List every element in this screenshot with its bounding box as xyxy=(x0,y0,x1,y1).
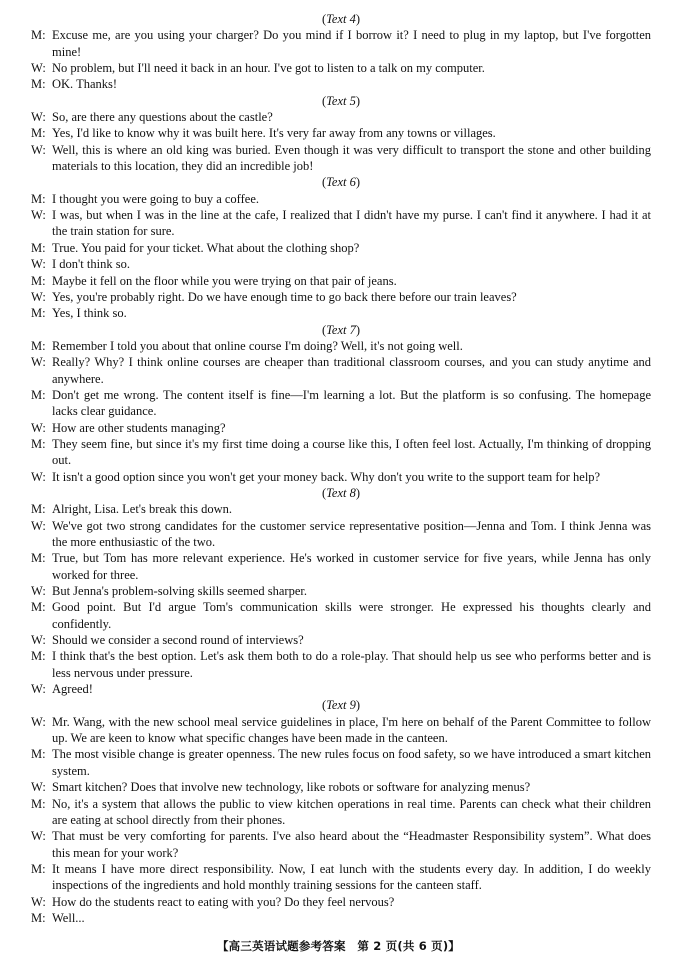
dialogue-text: The most visible change is greater openness. The new rules focus on food safety, so we have introduced a smart kitchen system. xyxy=(52,747,651,778)
dialogue-line xyxy=(31,207,651,240)
page-footer: 【高三英语试题参考答案 第 2 页(共 6 页)】 xyxy=(216,939,461,953)
dialogue-text: Yes, I'd like to know why it was built here. It's very far away from any towns or villages. xyxy=(52,126,496,141)
section-title: (Text 4) xyxy=(321,12,361,26)
dialogue-text: Well, this is where an old king was buried. Even though it was very difficult to transport the stone and other building materials to this location, they did an incredible job! xyxy=(52,142,651,174)
dialogue-line xyxy=(31,289,651,305)
speaker-label: W: xyxy=(31,420,46,435)
speaker-label: M: xyxy=(31,191,46,206)
speaker-label: M: xyxy=(31,600,46,615)
section-title: (Text 6) xyxy=(321,175,361,190)
dialogue-text: Good point. But I'd argue Tom's communication skills were stronger. He expressed his thoughts clearly and confidently. xyxy=(52,600,651,631)
dialogue-text: Maybe it fell on the floor while you were trying on that pair of jeans. xyxy=(52,273,397,288)
dialogue-text: Well... xyxy=(52,910,85,925)
dialogue-line xyxy=(31,648,651,681)
dialogue-line xyxy=(31,861,651,894)
speaker-label: M: xyxy=(31,502,46,517)
section-label: Text 8 xyxy=(326,485,356,500)
dialogue-line xyxy=(31,910,651,926)
dialogue-text: Yes, I think so. xyxy=(52,306,127,321)
speaker-label: W: xyxy=(31,208,46,223)
dialogue-line xyxy=(31,796,651,829)
dialogue-text: Don't get me wrong. The content itself is fine—I'm learning a lot. But the platform is so confusing. The homepage lacks clear guidance. xyxy=(52,387,651,419)
dialogue-line xyxy=(31,714,651,747)
dialogue-text: How do the students react to eating with you? Do they feel nervous? xyxy=(52,894,395,909)
speaker-label: M: xyxy=(31,649,46,664)
dialogue-line xyxy=(31,191,651,207)
section-label: Text 6 xyxy=(326,175,356,190)
dialogue-line xyxy=(31,779,651,795)
dialogue-text: Smart kitchen? Does that involve new technology, like robots or software for analyzing menus? xyxy=(52,780,531,795)
dialogue-text: That must be very comforting for parents. I've also heard about the “Headmaster Responsibility system”. What does this mean for your work? xyxy=(52,829,651,860)
dialogue-text: No problem, but I'll need it back in an hour. I've got to listen to a talk on my computer. xyxy=(52,61,485,76)
dialogue-text: They seem fine, but since it's my first time doing a course like this, I often feel lost. Actually, I'm thinking of dropping out. xyxy=(52,436,651,468)
dialogue-line xyxy=(31,142,651,175)
dialogue-text: Excuse me, are you using your charger? Do you mind if I borrow it? I need to plug in my laptop, but I've forgotten mine! xyxy=(52,28,651,59)
dialogue-text: Mr. Wang, with the new school meal service guidelines in place, I'm here on behalf of the Parent Committee to follow up. We are keen to know what specific changes have been made in the canteen. xyxy=(52,714,651,746)
dialogue-text: We've got two strong candidates for the customer service representative position—Jenna and Tom. I think Jenna was the more enthusiastic of the two. xyxy=(52,518,651,549)
speaker-label: M: xyxy=(31,28,46,43)
transcript-content xyxy=(31,11,651,926)
dialogue-text: I thought you were going to buy a coffee. xyxy=(52,191,260,206)
dialogue-line xyxy=(31,273,651,289)
speaker-label: M: xyxy=(31,747,46,762)
dialogue-text: No, it's a system that allows the public to view kitchen operations in real time. Parents can check what their children are eating at school directly from their phones. xyxy=(52,796,651,827)
speaker-label: W: xyxy=(31,633,46,648)
dialogue-text: How are other students managing? xyxy=(52,420,226,435)
dialogue-line xyxy=(31,518,651,551)
dialogue-text: I don't think so. xyxy=(52,257,130,272)
dialogue-text: Remember I told you about that online course I'm doing? Well, it's not going well. xyxy=(52,338,463,353)
dialogue-text: It means I have more direct responsibility. Now, I eat lunch with the students every day. In addition, I do weekly inspections of the ingredients and hold monthly training sessions for the canteen staff. xyxy=(52,861,651,893)
dialogue-line xyxy=(31,338,651,354)
dialogue-line xyxy=(31,305,651,321)
dialogue-line xyxy=(31,632,651,648)
dialogue-text: Yes, you're probably right. Do we have enough time to go back there before our train leaves? xyxy=(52,289,517,304)
speaker-label: W: xyxy=(31,110,46,125)
speaker-label: M: xyxy=(31,338,46,353)
dialogue-text: Alright, Lisa. Let's break this down. xyxy=(52,502,232,517)
speaker-label: M: xyxy=(31,126,46,141)
speaker-label: W: xyxy=(31,469,46,484)
section-label: Text 4 xyxy=(326,12,356,26)
dialogue-text: It isn't a good option since you won't get your money back. Why don't you write to the support team for help? xyxy=(52,469,601,484)
speaker-label: W: xyxy=(31,714,46,729)
dialogue-text: I was, but when I was in the line at the cafe, I realized that I didn't have my purse. I can't find it anywhere. I had it at the train station for sure. xyxy=(52,208,651,239)
dialogue-text: So, are there any questions about the castle? xyxy=(52,110,273,125)
speaker-label: W: xyxy=(31,61,46,76)
speaker-label: M: xyxy=(31,387,46,402)
dialogue-line xyxy=(31,256,651,272)
section-label: Text 5 xyxy=(326,93,356,108)
speaker-label: M: xyxy=(31,910,46,925)
speaker-label: W: xyxy=(31,894,46,909)
section-title: (Text 8) xyxy=(321,485,361,500)
dialogue-line xyxy=(31,27,651,60)
dialogue-line xyxy=(31,60,651,76)
section-title: (Text 9) xyxy=(321,698,361,713)
speaker-label: M: xyxy=(31,861,46,876)
dialogue-line xyxy=(31,681,651,697)
dialogue-text: True. You paid for your ticket. What about the clothing shop? xyxy=(52,240,360,255)
dialogue-text: But Jenna's problem-solving skills seemed sharper. xyxy=(52,584,307,599)
speaker-label: M: xyxy=(31,551,46,566)
speaker-label: M: xyxy=(31,796,46,811)
dialogue-text: I think that's the best option. Let's ask them both to do a role-play. That should help us see who performs better and is less nervous under pressure. xyxy=(52,649,651,680)
dialogue-line xyxy=(31,125,651,141)
speaker-label: W: xyxy=(31,518,46,533)
speaker-label: M: xyxy=(31,240,46,255)
dialogue-line xyxy=(31,746,651,779)
section-title: (Text 7) xyxy=(321,322,361,337)
dialogue-text: Agreed! xyxy=(52,682,93,697)
dialogue-text: Should we consider a second round of interviews? xyxy=(52,633,304,648)
dialogue-line xyxy=(31,420,651,436)
speaker-label: W: xyxy=(31,780,46,795)
dialogue-text: True, but Tom has more relevant experience. He's worked in customer service for five years, while Jenna has only worked for three. xyxy=(52,551,651,582)
dialogue-line xyxy=(31,354,651,387)
dialogue-line xyxy=(31,894,651,910)
dialogue-text: Really? Why? I think online courses are cheaper than traditional classroom courses, and you can study anytime and anywhere. xyxy=(52,355,651,386)
dialogue-line xyxy=(31,550,651,583)
speaker-label: M: xyxy=(31,77,46,92)
speaker-label: M: xyxy=(31,436,46,451)
section-label: Text 9 xyxy=(326,698,356,713)
speaker-label: W: xyxy=(31,584,46,599)
section-title: (Text 5) xyxy=(321,93,361,108)
dialogue-text: OK. Thanks! xyxy=(52,77,118,92)
speaker-label: M: xyxy=(31,306,46,321)
dialogue-line xyxy=(31,387,651,420)
dialogue-line xyxy=(31,436,651,469)
dialogue-line xyxy=(31,240,651,256)
section-label: Text 7 xyxy=(326,322,356,337)
speaker-label: W: xyxy=(31,355,46,370)
speaker-label: W: xyxy=(31,257,46,272)
dialogue-line xyxy=(31,599,651,632)
speaker-label: W: xyxy=(31,142,46,157)
dialogue-line xyxy=(31,109,651,125)
dialogue-line xyxy=(31,76,651,92)
speaker-label: W: xyxy=(31,682,46,697)
speaker-label: W: xyxy=(31,829,46,844)
dialogue-line xyxy=(31,583,651,599)
dialogue-line xyxy=(31,501,651,517)
speaker-label: W: xyxy=(31,289,46,304)
speaker-label: M: xyxy=(31,273,46,288)
dialogue-line xyxy=(31,828,651,861)
dialogue-line xyxy=(31,469,651,485)
